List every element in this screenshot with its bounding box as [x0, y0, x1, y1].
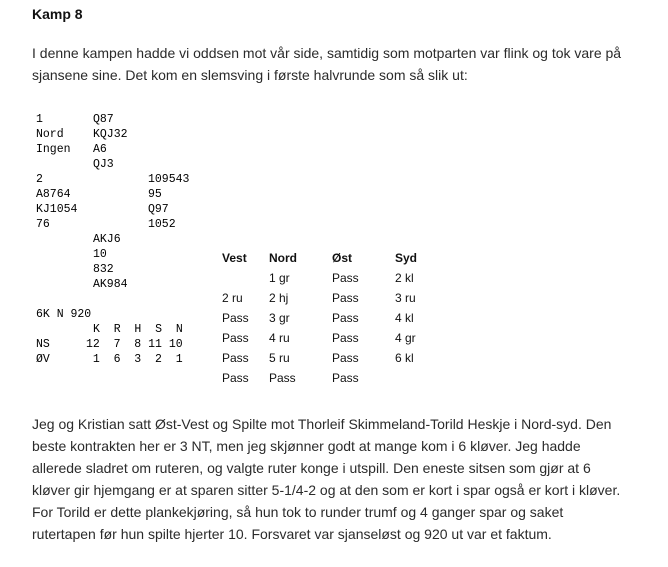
east-spades: 109543: [148, 173, 190, 186]
bid-cell: Pass: [332, 271, 359, 285]
bid-cell: Pass: [332, 351, 359, 365]
body-line: Jeg og Kristian satt Øst-Vest og Spilte mot Thorleif Skimmeland-Torild Heskje i Nord-syd. Den: [32, 416, 612, 432]
bidding-table: [206, 248, 458, 388]
result-side: ØV: [36, 353, 50, 366]
dealer: Nord: [36, 128, 64, 141]
board-number: 1: [36, 113, 43, 126]
bid-cell: 2 ru: [222, 291, 243, 305]
body-line: kløver gir hjemgang er at sparen sitter 5-1/4-2 og at den som er kort i spar også er kort i kløver.: [32, 482, 621, 498]
bid-cell: Pass: [332, 331, 359, 345]
bid-cell: [395, 368, 458, 388]
bid-cell: Pass: [222, 351, 249, 365]
bidding-row: [206, 348, 458, 368]
body-line: For Torild er dette plankekjøring, så hun tok to runder trumf og 4 ganger spar og saket: [32, 504, 564, 520]
west-hearts: A8764: [36, 188, 71, 201]
bid-cell: 4 gr: [395, 331, 416, 345]
contract-result: 6K N 920: [36, 308, 92, 321]
bid-cell: 1 gr: [269, 271, 290, 285]
body-paragraph: [32, 413, 644, 545]
intro-line: I denne kampen hadde vi oddsen mot vår side, samtidig som motparten var flink og tok vare på: [32, 45, 622, 61]
intro-line: sjansene sine. Det kom en slemsving i første halvrunde som så slik ut:: [32, 67, 468, 83]
west-clubs: 76: [36, 218, 50, 231]
west-spades: 2: [36, 173, 43, 186]
result-values: 12 7 8 11 10: [86, 338, 183, 351]
bidding-row: [206, 308, 458, 328]
bidding-row: [206, 288, 458, 308]
intro-paragraph: [32, 42, 642, 86]
bid-cell: 4 ru: [269, 331, 290, 345]
result-side: NS: [36, 338, 50, 351]
bid-cell: Pass: [332, 291, 359, 305]
south-diamonds: 832: [93, 263, 114, 276]
header-south: Syd: [395, 251, 418, 265]
bidding-header-row: [206, 248, 458, 268]
south-clubs: AK984: [93, 278, 128, 291]
west-diamonds: KJ1054: [36, 203, 78, 216]
body-line: beste kontrakten her er 3 NT, men jeg skjønner godt at mange kom i 6 kløver. Jeg hadde: [32, 438, 581, 454]
east-clubs: 1052: [148, 218, 176, 231]
south-hearts: 10: [93, 248, 107, 261]
bid-cell: Pass: [332, 311, 359, 325]
north-spades: Q87: [93, 113, 114, 126]
bidding-row: [206, 268, 458, 288]
page-title: Kamp 8: [32, 6, 83, 22]
bid-cell: [206, 268, 269, 288]
north-diamonds: A6: [93, 143, 107, 156]
bid-cell: 3 gr: [269, 311, 290, 325]
bidding-row: [206, 368, 458, 388]
bid-cell: Pass: [222, 311, 249, 325]
result-header: K R H S N: [93, 323, 183, 336]
north-hearts: KQJ32: [93, 128, 128, 141]
body-line: rutertapen før hun spilte hjerter 10. Forsvaret var sjanseløst og 920 ut var et faktum.: [32, 526, 552, 542]
bid-cell: 6 kl: [395, 351, 414, 365]
east-diamonds: Q97: [148, 203, 169, 216]
bid-cell: 3 ru: [395, 291, 416, 305]
bid-cell: Pass: [222, 371, 249, 385]
east-hearts: 95: [148, 188, 162, 201]
body-line: allerede sladret om ruteren, og valgte ruter konge i utspill. Den eneste sitsen som gjør at 6: [32, 460, 591, 476]
header-west: Vest: [222, 251, 247, 265]
bid-cell: Pass: [332, 371, 359, 385]
result-values: 1 6 3 2 1: [86, 353, 183, 366]
bid-cell: 2 hj: [269, 291, 289, 305]
bid-cell: Pass: [222, 331, 249, 345]
north-clubs: QJ3: [93, 158, 114, 171]
bid-cell: 4 kl: [395, 311, 414, 325]
header-north: Nord: [269, 251, 297, 265]
bidding-row: [206, 328, 458, 348]
header-east: Øst: [332, 251, 353, 265]
bid-cell: Pass: [269, 371, 296, 385]
south-spades: AKJ6: [93, 233, 121, 246]
vulnerability: Ingen: [36, 143, 71, 156]
bid-cell: 2 kl: [395, 271, 414, 285]
bid-cell: 5 ru: [269, 351, 290, 365]
